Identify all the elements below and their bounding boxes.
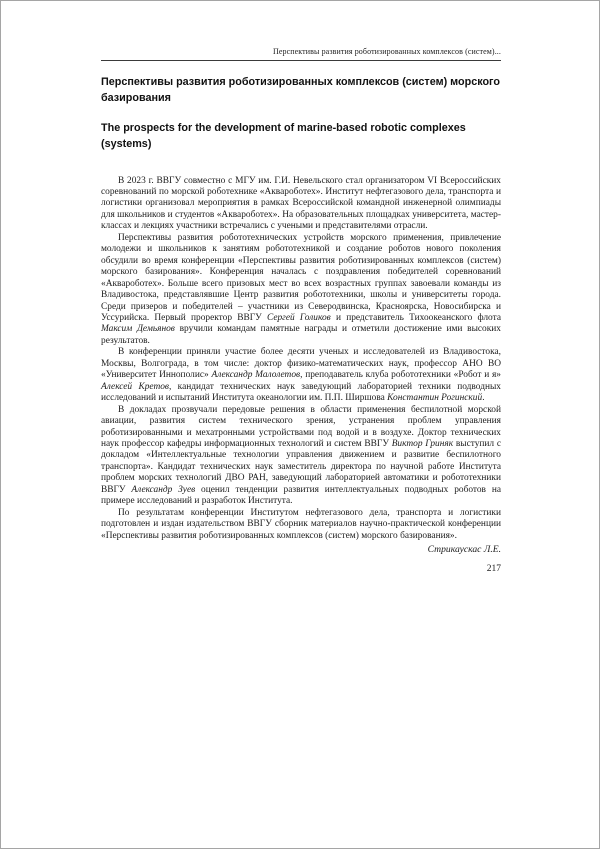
text-run: выступил с докладом «Интеллектуальные технологии управления движением и развитие беспилотного транспорта». Кандидат технических наук заместитель директора по научной работе Института проблем морских технологий ДВО РАН, заведующий лабораторией автоматики и робототехники ВВГУ (101, 438, 501, 495)
text-run: оценил тенденции развития интеллектуальных подводных роботов на примере исследований и разработок Института. (101, 484, 501, 507)
article-title-ru: Перспективы развития роботизированных комплексов (систем) морского базирования (101, 76, 501, 104)
text-run: вручили командам памятные награды и отметили достижение ими высоких результатов. (101, 324, 501, 346)
header-rule (101, 60, 501, 61)
person-name: Сергей Голиков (267, 313, 331, 323)
paragraph (101, 176, 501, 233)
text-run: В докладах прозвучали передовые решения в области применения беспилотной морской авиации, развития систем технического зрения, устранения проблем управления роботизированными и мехатронными устройствами под водой и в воздухе. Доктор технических наук профессор кафедры информационных технологий и систем ВВГУ (101, 404, 501, 449)
page-content (1, 1, 599, 574)
page-number: 217 (486, 564, 501, 575)
text-run: , кандидат технических наук заведующий лабораторией техники подводных исследований и испытаний Института океанологии им. П.П. Ширшова (101, 381, 501, 404)
person-name: Константин Рогинский (387, 393, 483, 404)
paragraph (101, 233, 501, 348)
text-run: и представитель Тихоокеанского флота (330, 313, 501, 323)
person-name: Александр Малолетов (211, 370, 301, 381)
text-run: Перспективы развития робототехнических устройств морского применения, привлечение молодежи и школьников к занятиям робототехникой и создание роботов нового поколения обсудили во время конференции «Перспективы развития роботизированных комплексов (систем) морского базирования». Конференция началась с поздравления победителей соревнований «Аквароботех». Больше всего призовых мест во всех возрастных группах завоевали команды из Владивостока, представлявшие Центр развития робототехники, школы и университеты города. Среди призеров и победителей – участники из Северодвинска, Красноярска, Новосибирска и Уссурийска. Первый проректор ВВГУ (101, 232, 501, 323)
author-name: Стрикаускас Л.Е. (427, 544, 501, 556)
person-name: Виктор Гриняк (391, 438, 454, 449)
paragraph (101, 405, 501, 508)
text-run: . (482, 393, 485, 404)
body-paragraphs (101, 176, 501, 543)
text-run: По результатам конференции Институтом нефтегазового дела, транспорта и логистики подготовлен и издан издательством ВВГУ сборник материалов научно-практической конференции «Перспективы развития роботизированных комплексов (систем) морского базирования». (101, 507, 501, 541)
text-run: В 2023 г. ВВГУ совместно с МГУ им. Г.И. Невельского стал организатором VI Всероссийских соревнований по морской роботехнике «Аквароботех». Институт нефтегазового дела, транспорта и логистики организовал мероприятия в рамках Всероссийской командной инженерной олимпиады для школьников и студентов «Аквароботех». На образовательных площадках университета, мастер-классах и лекциях участники встречались с учеными и представителями отрасли. (101, 175, 501, 232)
article-title-en: The prospects for the development of marine-based robotic complexes (systems) (101, 122, 466, 150)
person-name: Максим Демьянов (101, 324, 175, 335)
text-run: , преподаватель клуба робототехники «Робот и я» (300, 370, 501, 381)
text-run: В конференции приняли участие более десяти ученых и исследователей из Владивостока, Москвы, Волгограда, в том числе: доктор физико-математических наук, профессор АНО ВО «Университет Иннополис» (101, 347, 501, 381)
paragraph (101, 508, 501, 542)
running-head: Перспективы развития роботизированных комплексов (систем)... (272, 47, 501, 56)
person-name: Алексей Кретов (101, 381, 169, 392)
paragraph (101, 347, 501, 404)
person-name: Александр Зуев (131, 484, 196, 495)
